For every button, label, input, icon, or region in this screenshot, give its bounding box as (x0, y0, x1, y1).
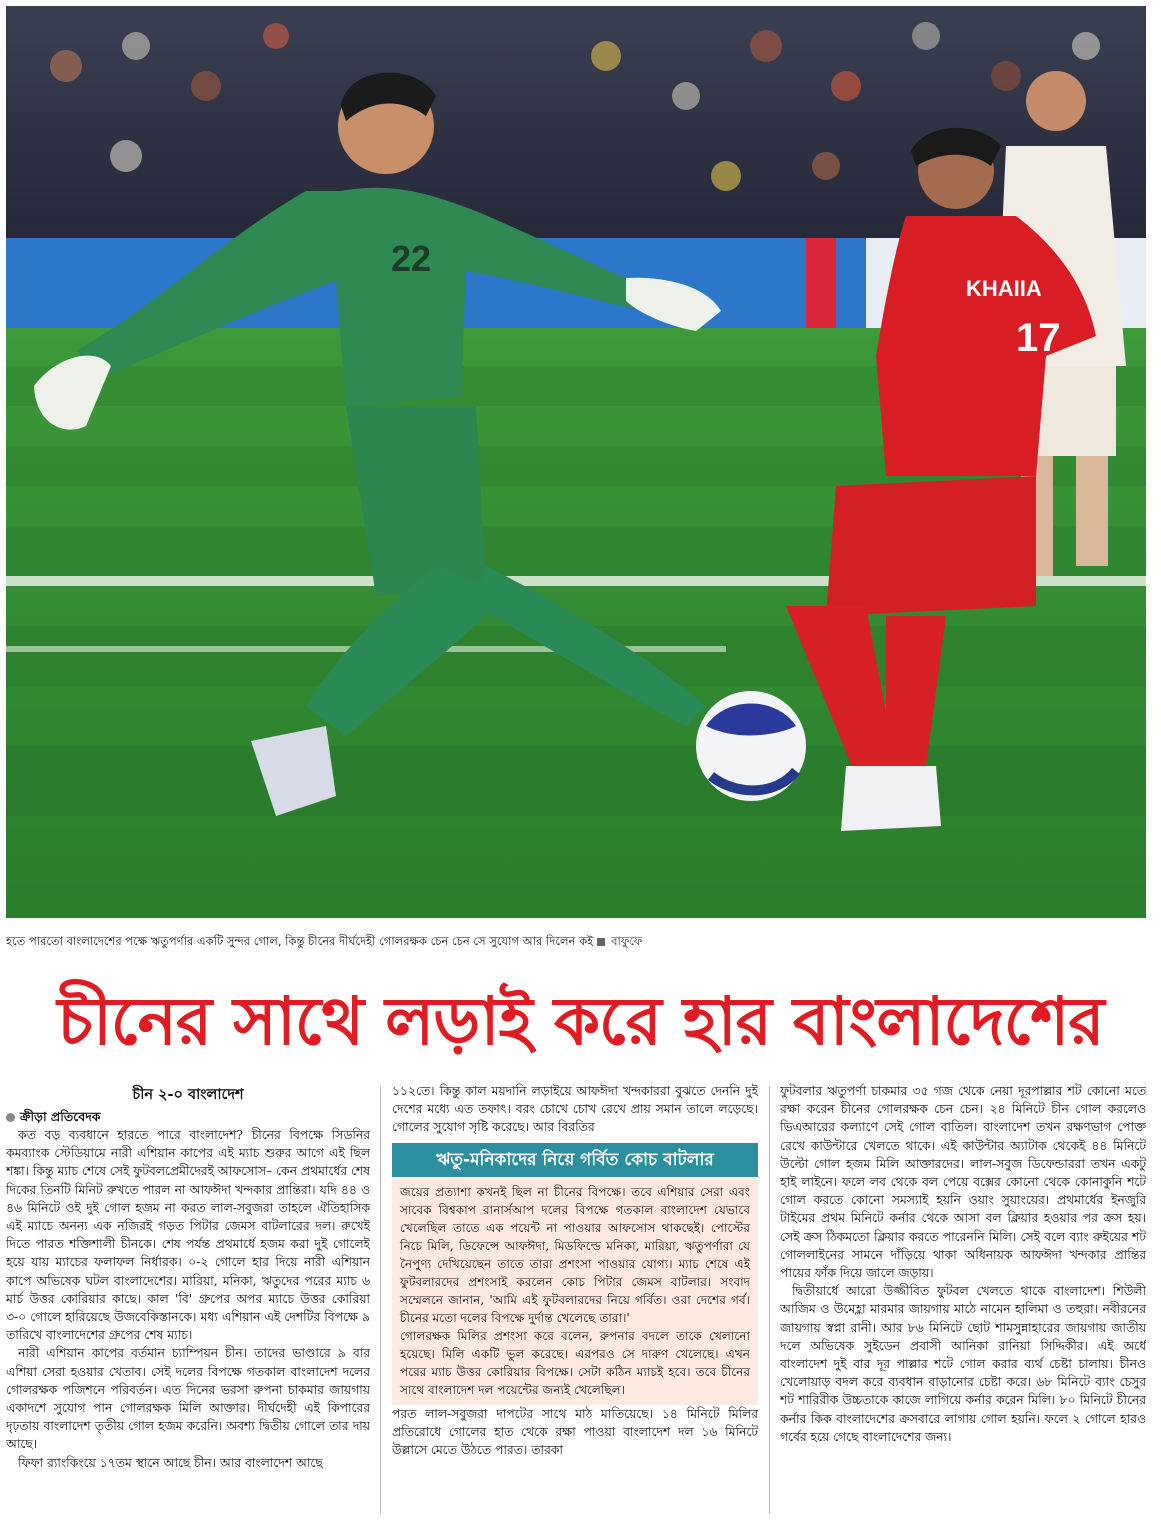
article-paragraph: কত বড় ব্যবধানে হারতে পারে বাংলাদেশ? চীনের বিপক্ষে সিডনির কমব্যাংক স্টেডিয়ামে নারী এশিয়ান কাপের এই ম্যাচ শুরুর আগে এই ছিল শঙ্কা। কিন্তু ম্যাচ শেষে সেই ফুটবলপ্রেমীদেরই আফসোস– কেন প্রথমার্ধের শেষ দিকের তিনটি মিনিট রুখতে পারল না আফঈদা খন্দকার প্রান্তিরা। যদি ৪৪ ও ৪৬ মিনিটে ওই দুই গোল হজম না করত লাল-সবুজরা তাহলে ঐতিহাসিক এই ম্যাচে অনন্য এক নজিরই গড়ত পিটার জেমস বাটলারের দল। রুখেই দিতে পারত শক্তিশালী চীনকে। শেষ পর্যন্ত প্রথমার্ধে হজম করা দুই গোলেই হয়ে যায় ম্যাচের ফলাফল নির্ধারক। ০-২ গোলে হার দিয়ে নারী এশিয়ান কাপে অভিষেক ঘটল বাংলাদেশের। মারিয়া, মনিকা, ঋতুদের পরের ম্যাচ ৬ মার্চ উত্তর কোরিয়ার কাছে। কাল 'বি' গ্রুপের অপর ম্যাচে উত্তর কোরিয়া ৩-০ গোলে হারিয়েছে উজবেকিস্তানকে। মধ্য এশিয়ান এই দেশটির বিপক্ষে ৯ তারিখে বাংলাদেশের গ্রুপের শেষ ম্যাচ। (6, 1128, 370, 1343)
sidebar-box-title: ঋতু-মনিকাদের নিয়ে গর্বিত কোচ বাটলার (392, 1143, 758, 1177)
photo-credit: বাফুফে (611, 934, 643, 948)
article-paragraph: ১১২তে। কিন্তু কাল ময়দানি লড়াইয়ে আফঈদা খন্দকাররা বুঝতে দেননি দুই দেশের মধ্যে এত তফাৎ। বরং চোখে চোখ রেখে প্রায় সমান তালে লড়েছে। গোলের সুযোগ সৃষ্টি করেছে। আর বিরতির (392, 1084, 758, 1135)
article-column-3 (780, 1082, 1146, 1518)
headline: চীনের সাথে লড়াই করে হার বাংলাদেশের (57, 983, 1104, 1060)
match-photo (6, 6, 1146, 918)
article-column-1 (6, 1082, 370, 1518)
bullet-icon (6, 1113, 15, 1122)
score-line: চীন ২-০ বাংলাদেশ (132, 1087, 244, 1103)
football (696, 691, 806, 801)
opponent-number: 17 (1016, 316, 1061, 360)
reporter-byline (6, 1108, 370, 1126)
match-photo-illustration (6, 6, 1146, 918)
sidebar-box (392, 1177, 758, 1405)
column-rule (380, 1086, 381, 1514)
article-paragraph: ফুটবলার ঋতুপর্ণা চাকমার ৩৫ গজ থেকে নেয়া দূরপাল্লার শট কোনো মতে রক্ষা করেন চীনের গোলরক্ষক চেন চেন। ২৪ মিনিটে চীন গোল করলেও ভিএআরের কল্যাণে সেই গোল বাতিল। বাংলাদেশ তখন রক্ষণভাগ পোক্ত রেখে কাউন্টারে খেলতে থাকে। এই কাউন্টার অ্যাটাক থেকেই ৪৪ মিনিটে উল্টো গোল হজম মিলি আক্তারদের। লাল-সবুজ ডিফেন্ডাররা তখন একটু হাই লাইনে। ফলে লব থেকে বল পেয়ে বক্সের কোনো থেকে কোনাকুনি শটে গোল করতে কোনো সমস্যাই হয়নি ওয়াং সুয়াংয়ের। প্রথমার্ধের ইনজুরি টাইমের প্রথম মিনিটে কর্নার থেকে আসা বল ক্লিয়ার হওয়ার পর ক্রস হয়। সেই ক্রস ঠিকমতো ক্লিয়ার করতে পারেননি মিলি। সেই বলে ব্যাং রুইয়ের শট গোললাইনের সামনে দাঁড়িয়ে থাকা অধিনায়ক আফঈদা খন্দকার প্রান্তির পায়ের ফাঁক দিয়ে জালে জড়ায়। (780, 1084, 1146, 1281)
article-paragraph: ফিফা র‍্যাংকিংয়ে ১৭তম স্থানে আছে চীন। আর বাংলাদেশ আছে (18, 1455, 323, 1470)
goalkeeper-number: 22 (391, 238, 432, 279)
article-paragraph: নারী এশিয়ান কাপের বর্তমান চ্যাম্পিয়ন চীন। তাদের ভাণ্ডারে ৯ বার এশিয়া সেরা হওয়ার খেতাব। সেই দলের বিপক্ষে গতকাল বাংলাদেশ দলের গোলরক্ষক পজিশনে পরিবর্তন। এত দিনের ভরসা রুপনা চাকমার জায়গায় একাদশে সুযোগ পান গোলরক্ষক মিলি আক্তার। দীর্ঘদেহী এই কিপারের দৃঢ়তায় বাংলাদেশ তৃতীয় গোল হজম করেনি। অবশ্য দ্বিতীয় গোলে তার দায় আছে। (6, 1346, 370, 1452)
column-rule (769, 1086, 770, 1514)
sidebar-paragraph: জয়ের প্রত্যাশা কখনই ছিল না চীনের বিপক্ষে। তবে এশিয়ার সেরা এবং সাবেক বিশ্বকাপ রানার্সআপ দলের বিপক্ষে গতকাল বাংলাদেশ যেভাবে খেলেছিল তাতে এক পয়েন্ট না পাওয়ার আফসোস থাকছেই। পোস্টের নিচে মিলি, ডিফেন্সে আফঈদা, মিডফিল্ডে মনিকা, মারিয়া, ঋতুপর্ণারা যে নৈপুণ্য দেখিয়েছেন তাতে তারা প্রশংসা পাওয়ার যোগ্য। ম্যাচ শেষে এই ফুটবলারদের প্রশংসাই করলেন কোচ পিটার জেমস বাটলার। সংবাদ সম্মেলনে জানান, 'আমি এই ফুটবলারদের নিয়ে গর্বিত। ওরা দেশের গর্ব। চীনের মতো দলের বিপক্ষে দুর্দান্ত খেলেছে তারা।' (400, 1184, 750, 1325)
article-paragraph: পরত লাল-সবুজরা দাপটের সাথে মাঠ মাতিয়েছে। ১৪ মিনিটে মিলির প্রতিরোধে গোলের হাত থেকে রক্ষা পাওয়া বাংলাদেশ দল ১৬ মিনিটে উল্লাসে মেতে উঠতে পারত। তারকা (392, 1406, 758, 1458)
article-column-2 (392, 1082, 758, 1518)
opponent-name: KHAIIA (966, 276, 1042, 301)
sidebar-paragraph: গোলরক্ষক মিলির প্রশংসা করে বলেন, রুপনার বদলে তাকে খেলানো হয়েছে। মিলি একটি ভুল করেছে। এরপরও সে দারুণ খেলেছে। এখন পরের ম্যাচ উত্তর কোরিয়ার বিপক্ষে। সেটা কঠিন ম্যাচই হবে। তবে চীনের সাথে বাংলাদেশ দল পয়েন্টের জন্যই খেলেছিল। (400, 1328, 750, 1397)
caption-text: হতে পারতো বাংলাদেশের পক্ষে ঋতুপর্ণার একটি সুন্দর গোল, কিন্তু চীনের দীর্ঘদেহী গোলরক্ষক চেন চেন সে সুযোগ আর দিলেন কই (6, 934, 594, 948)
reporter-name: ক্রীড়া প্রতিবেদক (20, 1109, 101, 1124)
photo-caption (6, 930, 1146, 952)
article-paragraph: দ্বিতীয়ার্ধে আরো উজ্জীবিত ফুটবল খেলতে থাকে বাংলাদেশ। শিউলী আজিম ও উমেহ্লা মারমার জায়গায় মাঠে নামেন হালিমা ও তহুরা। নবীরনের জায়গায় স্বপ্না রানী। আর ৮৬ মিনিটে ছোট শামসুন্নাহারের জায়গায় জাতীয় দলে অভিষেক সুইডেন প্রবাসী আনিকা রানিয়া সিদ্দিকীর। এই অর্ধে বাংলাদেশ দুই বার দূর পাল্লার শটে গোল করার ব্যর্থ চেষ্টা চালায়। চীনও খেলোয়াড় বদল করে ব্যবধান বাড়ানোর চেষ্টা করে। ৬৮ মিনিটে ব্যাং চেসুর শট শারিরীক উচ্চতাকে কাজে লাগিয়ে কর্নার করেন মিলি। ৮০ মিনিটে চীনের কর্নার কিক বাংলাদেশের ক্রসবারে লাগায় গোল হয়নি। ফলে ২ গোলে হারও গর্বের হয়ে গেছে বাংলাদেশের জন্য। (780, 1284, 1146, 1444)
caption-separator-square (597, 938, 605, 946)
